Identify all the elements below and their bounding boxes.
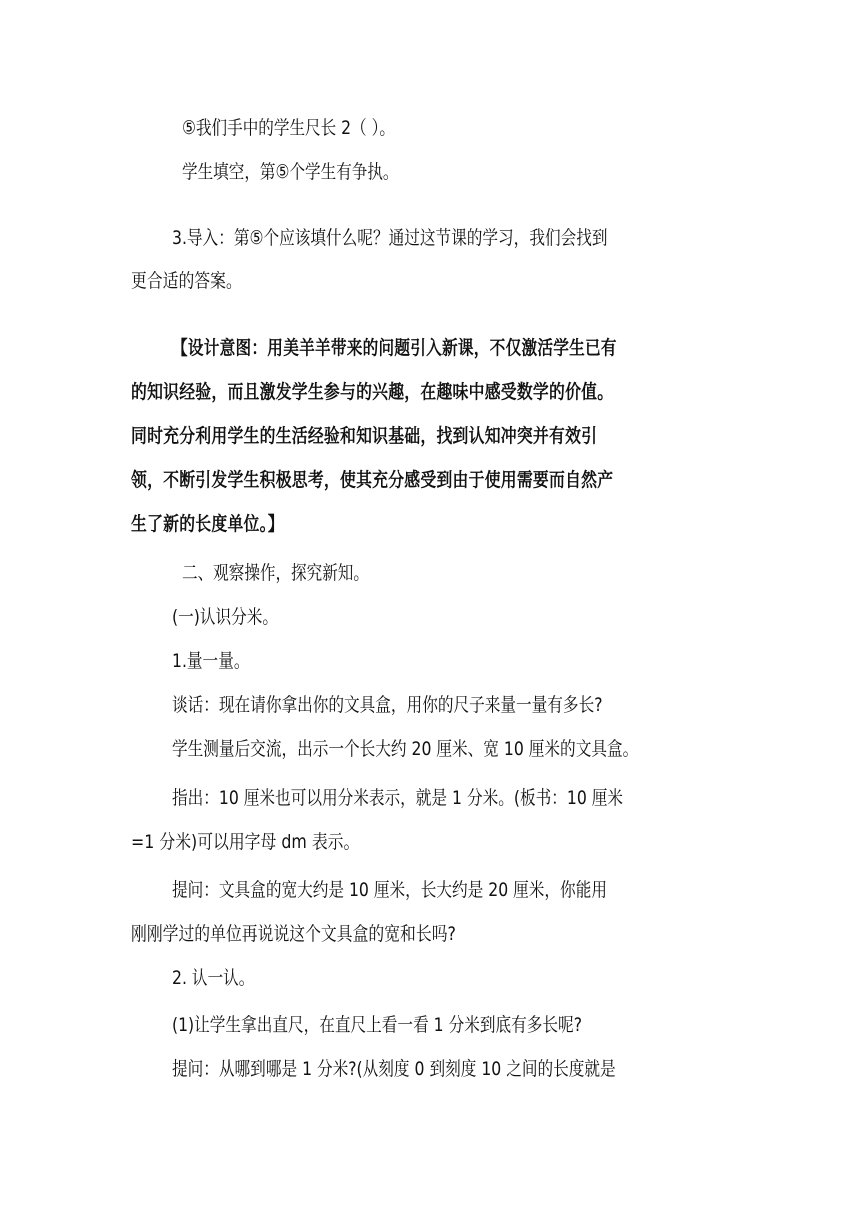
text-line-4: 更合适的答案。 <box>131 270 242 292</box>
section-heading: 二、观察操作，探究新知。 <box>182 562 369 584</box>
text-line-16: =1 分米)可以用字母 dm 表示。 <box>131 831 360 853</box>
design-intent-line-3: 同时充分利用学生的生活经验和知识基础，找到认知冲突并有效引 <box>131 425 598 447</box>
text-line-14: 学生测量后交流，出示一个长大约 20 厘米、宽 10 厘米的文具盒。 <box>172 738 639 760</box>
text-line-12: 1.量一量。 <box>172 650 250 672</box>
text-line-17: 提问：文具盒的宽大约是 10 厘米，长大约是 20 厘米，你能用 <box>172 879 607 901</box>
text-line-13: 谈话：现在请你拿出你的文具盒，用你的尺子来量一量有多长? <box>172 694 603 716</box>
text-line-3: 3.导入：第⑤个应该填什么呢？通过这节课的学习，我们会找到 <box>172 227 608 249</box>
design-intent-line-5: 生了新的长度单位。】 <box>131 513 284 535</box>
text-line-2: 学生填空，第⑤个学生有争执。 <box>182 161 399 183</box>
text-line-21: 提问：从哪到哪是 1 分米?(从刻度 0 到刻度 10 之间的长度就是 <box>172 1058 616 1080</box>
design-intent-line-4: 领，不断引发学生积极思考，使其充分感受到由于使用需要而自然产 <box>131 469 614 491</box>
text-line-18: 刚刚学过的单位再说说这个文具盒的宽和长吗? <box>131 923 456 945</box>
subsection-heading: (一)认识分米。 <box>172 606 279 628</box>
text-line-20: (1)让学生拿出直尺，在直尺上看一看 1 分米到底有多长呢? <box>172 1014 582 1036</box>
text-line-19: 2. 认一认。 <box>172 967 255 989</box>
text-line-1: ⑤我们手中的学生尺长 2（ ）。 <box>182 117 395 139</box>
design-intent-line-2: 的知识经验，而且激发学生参与的兴趣，在趣味中感受数学的价值。 <box>131 381 614 403</box>
design-intent-line-1: 【设计意图：用美羊羊带来的问题引入新课，不仅激活学生已有 <box>172 337 617 359</box>
text-line-15: 指出：10 厘米也可以用分米表示，就是 1 分米。(板书：10 厘米 <box>172 787 624 809</box>
